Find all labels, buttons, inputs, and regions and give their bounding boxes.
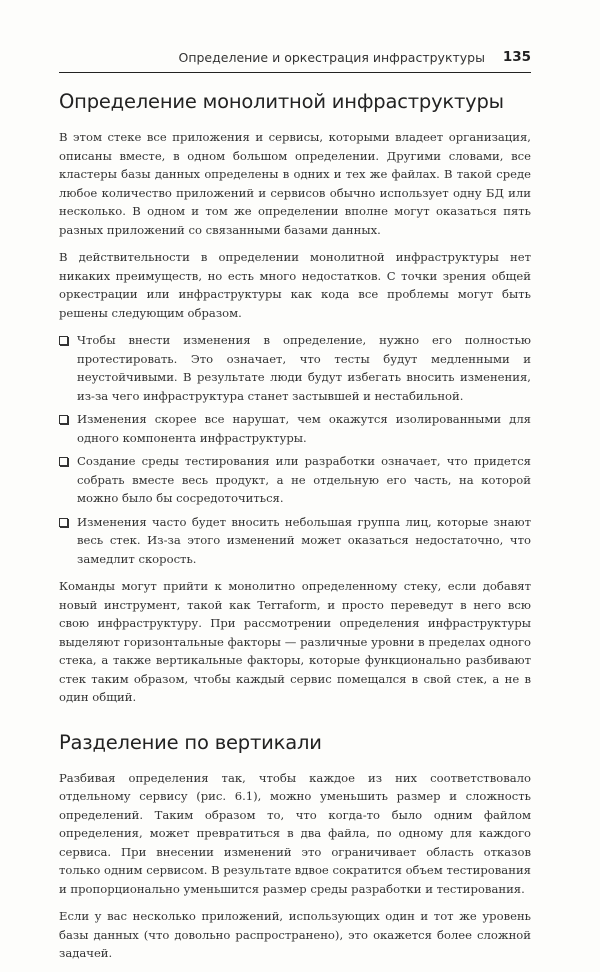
list-item (59, 452, 531, 508)
list-item-text: Создание среды тестирования или разработки означает, что придется собрать вместе весь продукт, а не отдельную его часть, на которой можно было бы сосредоточиться. (77, 454, 531, 505)
paragraph: Разбивая определения так, чтобы каждое из них соответствовало отдельному сервису (рис. 6.1), можно уменьшить размер и сложность определений. Таким образом то, что когда-то было одним файлом определения, может превратиться в два файла, по одному для каждого сервиса. При внесении изменений это ограничивает область отказов только одним сервисом. В результате вдвое сократится объем тестирования и пропорционально уменьшится размер среды разработки и тестирования. (59, 770, 531, 896)
list-item-text: Чтобы внести изменения в определение, нужно его полностью протестировать. Это означает, что тесты будут медленными и неустойчивыми. В результате люди будут избегать вносить изменения, из-за чего инфраструктура станет застывшей и нестабильной. (77, 333, 531, 403)
paragraph: Если у вас несколько приложений, использующих один и тот же уровень базы данных (что довольно распространено), это окажется более сложной задачей. (59, 909, 531, 960)
checkbox-bullet-icon (59, 336, 68, 345)
section-heading-monolithic: Определение монолитной инфраструктуры (59, 90, 504, 113)
running-header (59, 48, 531, 73)
page-content (59, 90, 531, 972)
paragraph: Команды могут прийти к монолитно определенному стеку, если добавят новый инструмент, такой как Terraform, и просто переведут в него всю свою инфраструктуру. При рассмотрении определения инфраструктуры выделяют горизонтальные факторы — различные уровни в пределах одного стека, а также вертикальные факторы, которые функционально разбивают стек таким образом, чтобы каждый сервис помещался в свой стек, а не в один общий. (59, 579, 531, 704)
section-heading-vertical: Разделение по вертикали (59, 730, 322, 754)
bullet-list (59, 331, 531, 568)
running-title: Определение и оркестрация инфраструктуры (178, 50, 485, 65)
paragraph: В этом стеке все приложения и сервисы, которыми владеет организация, описаны вместе, в одном большом определении. Другими словами, все кластеры базы данных определены в одних и тех же файлах. В такой среде любое количество приложений и сервисов обычно использует одну БД или несколько. В одном и том же определении вполне могут оказаться пять разных приложений со связанными базами данных. (59, 130, 531, 237)
checkbox-bullet-icon (59, 518, 68, 527)
list-item (59, 331, 531, 405)
list-item-text: Изменения часто будет вносить небольшая группа лиц, которые знают весь стек. Из-за этого изменений может оказаться недостаточно, что замедлит скорость. (77, 514, 531, 566)
list-item (59, 513, 531, 569)
page-number: 135 (502, 49, 531, 65)
list-item-text: Изменения скорее все нарушат, чем окажутся изолированными для одного компонента инфраструктуры. (77, 412, 531, 445)
section-vertical-split (59, 731, 531, 963)
checkbox-bullet-icon (59, 415, 68, 424)
list-item (59, 410, 531, 447)
paragraph: В действительности в определении монолитной инфраструктуры нет никаких преимуществ, но есть много недостатков. С точки зрения общей оркестрации или инфраструктуры как кода все проблемы могут быть решены следующим образом. (59, 250, 531, 320)
checkbox-bullet-icon (59, 457, 68, 466)
